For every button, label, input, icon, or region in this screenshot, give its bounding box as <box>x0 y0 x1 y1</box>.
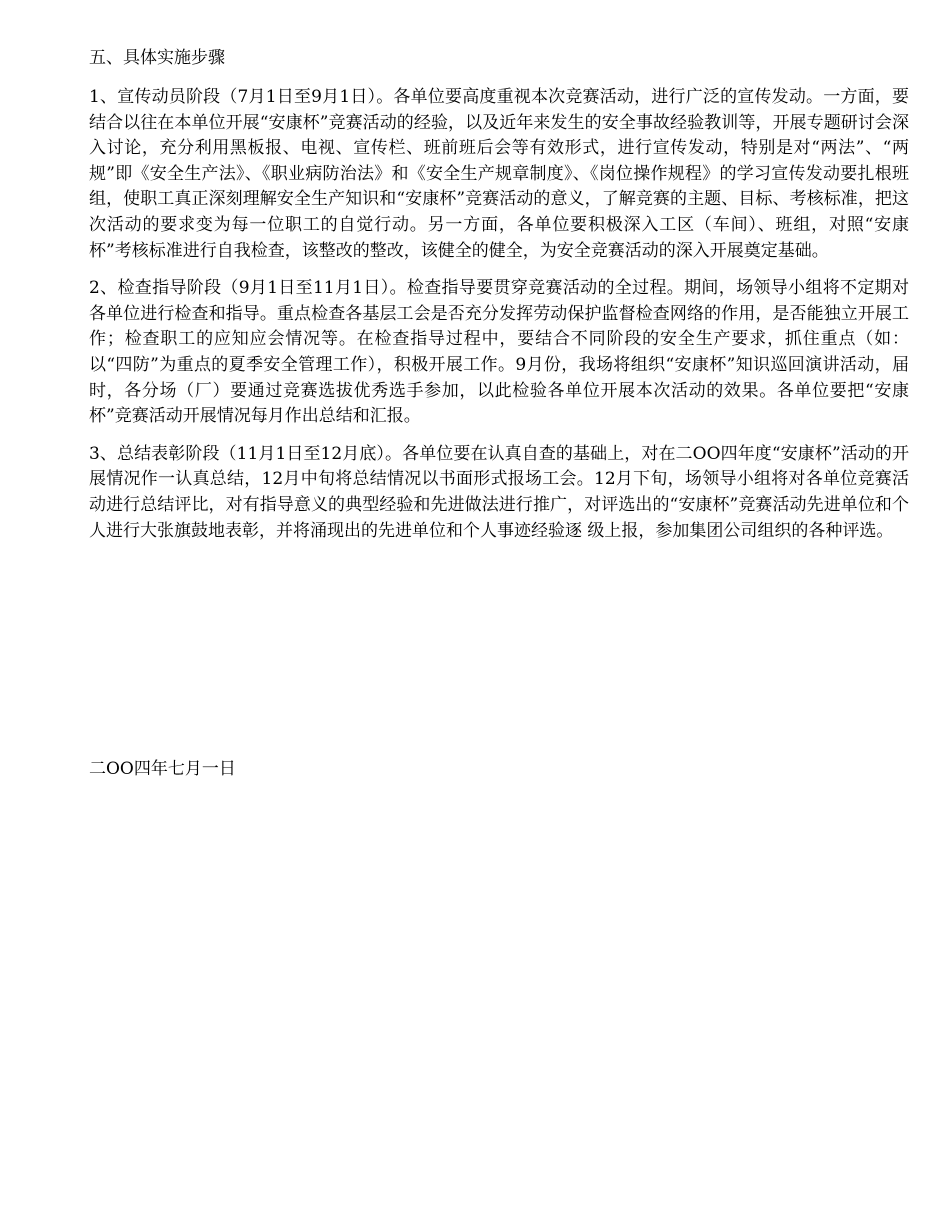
paragraph-publicity-stage: 1、宣传动员阶段（7月1日至9月1日）。各单位要高度重视本次竞赛活动，进行广泛的宣传发动。一方面，要结合以往在本单位开展“安康杯”竞赛活动的经验，以及近年来发生的安全事故经验教训等，开展专题研讨会深入讨论，充分利用黑板报、电视、宣传栏、班前班后会等有效形式，进行宣传发动，特别是对“两法”、“两规”即《安全生产法》、《职业病防治法》和《安全生产规章制度》、《岗位操作规程》的学习宣传发动要扎根班组，使职工真正深刻理解安全生产知识和“安康杯”竞赛活动的意义，了解竞赛的主题、目标、考核标准，把这次活动的要求变为每一位职工的自觉行动。另一方面，各单位要积极深入工区（车间）、班组，对照“安康杯”考核标准进行自我检查，该整改的整改，该健全的健全，为安全竞赛活动的深入开展奠定基础。 <box>89 87 909 261</box>
document-date: 二OO四年七月一日 <box>89 759 236 779</box>
document-body <box>89 46 909 556</box>
section-heading: 五、具体实施步骤 <box>89 48 225 68</box>
paragraph-inspection-stage: 2、检查指导阶段（9月1日至11月1日）。检查指导要贯穿竞赛活动的全过程。期间，场领导小组将不定期对各单位进行检查和指导。重点检查各基层工会是否充分发挥劳动保护监督检查网络的作用，是否能独立开展工作；检查职工的应知应会情况等。在检查指导过程中，要结合不同阶段的安全生产要求，抓住重点（如：以“四防”为重点的夏季安全管理工作），积极开展工作。9月份，我场将组织“安康杯”知识巡回演讲活动，届时，各分场（厂）要通过竞赛选拔优秀选手参加，以此检验各单位开展本次活动的效果。各单位要把“安康杯”竞赛活动开展情况每月作出总结和汇报。 <box>89 278 909 427</box>
paragraph-summary-stage: 3、总结表彰阶段（11月1日至12月底）。各单位要在认真自查的基础上，对在二OO四年度“安康杯”活动的开展情况作一认真总结，12月中旬将总结情况以书面形式报场工会。12月下旬，场领导小组将对各单位竞赛活动进行总结评比，对有指导意义的典型经验和先进做法进行推广，对评选出的“安康杯”竞赛活动先进单位和个人进行大张旗鼓地表彰，并将涌现出的先进单位和个人事迹经验逐 级上报，参加集团公司组织的各种评选。 <box>89 443 909 541</box>
